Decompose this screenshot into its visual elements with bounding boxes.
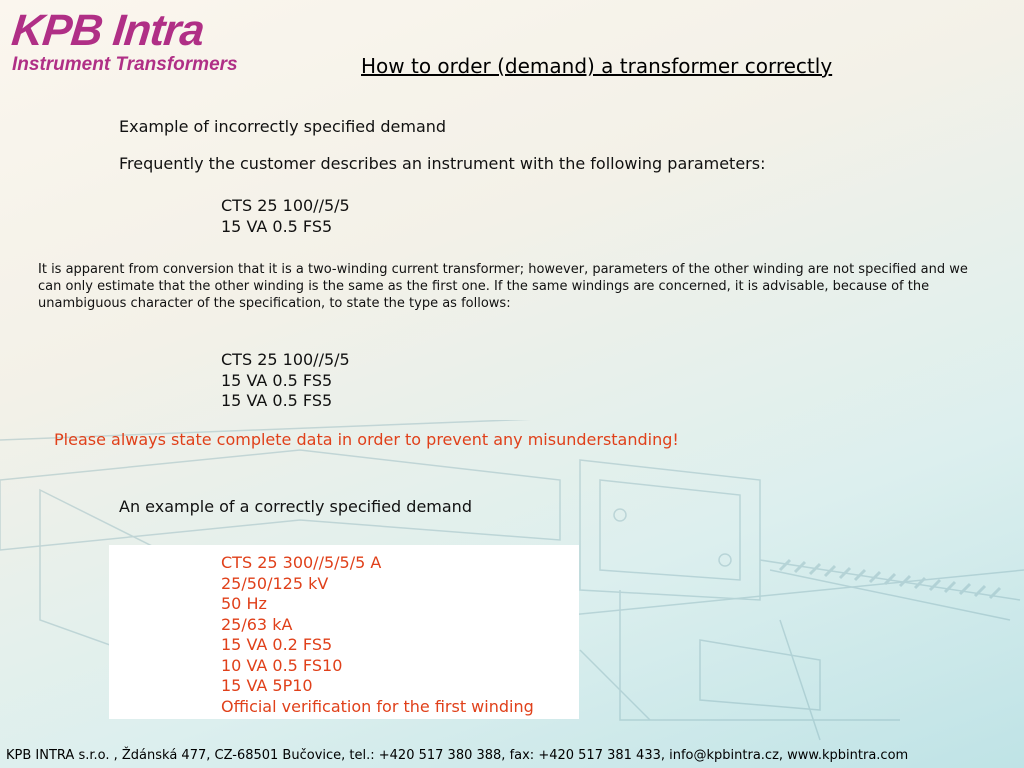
spec-line: Official verification for the first winding <box>221 696 534 716</box>
page-title: How to order (demand) a transformer correctly <box>361 54 833 78</box>
spec-line: CTS 25 100//5/5 <box>221 196 350 215</box>
correct-spec <box>221 553 534 717</box>
spec-line: CTS 25 100//5/5 <box>221 350 350 369</box>
logo-subtitle: Instrument Transformers <box>12 54 238 75</box>
logo-title: KPB Intra <box>9 6 207 55</box>
spec-line: 25/50/125 kV <box>221 573 329 593</box>
spec-line: 10 VA 0.5 FS10 <box>221 655 343 675</box>
spec-line: 15 VA 0.5 FS5 <box>221 370 333 390</box>
company-logo <box>10 6 340 76</box>
correct-heading: An example of a correctly specified demand <box>119 497 472 516</box>
spec-line: 15 VA 0.5 FS5 <box>221 216 333 236</box>
spec-line: 50 Hz <box>221 594 267 613</box>
spec-line: 15 VA 0.5 FS5 <box>221 391 333 410</box>
spec-line: 25/63 kA <box>221 614 293 634</box>
footer-contact: KPB INTRA s.r.o. , Ždánská 477, CZ-68501 Bučovice, tel.: +420 517 380 388, fax: +420 517 381 433, info@kpbintra.cz, www.kpbintra.com <box>6 748 909 763</box>
spec-line: CTS 25 300//5/5/5 A <box>221 553 382 572</box>
incorrect-intro: Frequently the customer describes an instrument with the following parameters: <box>119 154 766 173</box>
spec-line: 15 VA 5P10 <box>221 676 313 695</box>
incorrect-heading: Example of incorrectly specified demand <box>119 117 447 136</box>
incorrect-spec <box>221 196 350 237</box>
spec-line: 15 VA 0.2 FS5 <box>221 635 333 654</box>
explanation-text: It is apparent from conversion that it is a two-winding current transformer; however, parameters of the other winding are not specified and we can only estimate that the other winding is the same as the first one. If the same windings are concerned, it is advisable, because of the unambiguous character of the specification, to state the type as follows: <box>38 262 968 311</box>
warning-text: Please always state complete data in order to prevent any misunderstanding! <box>54 430 679 449</box>
correct-spec-box <box>109 545 579 719</box>
suggested-spec <box>221 350 350 412</box>
